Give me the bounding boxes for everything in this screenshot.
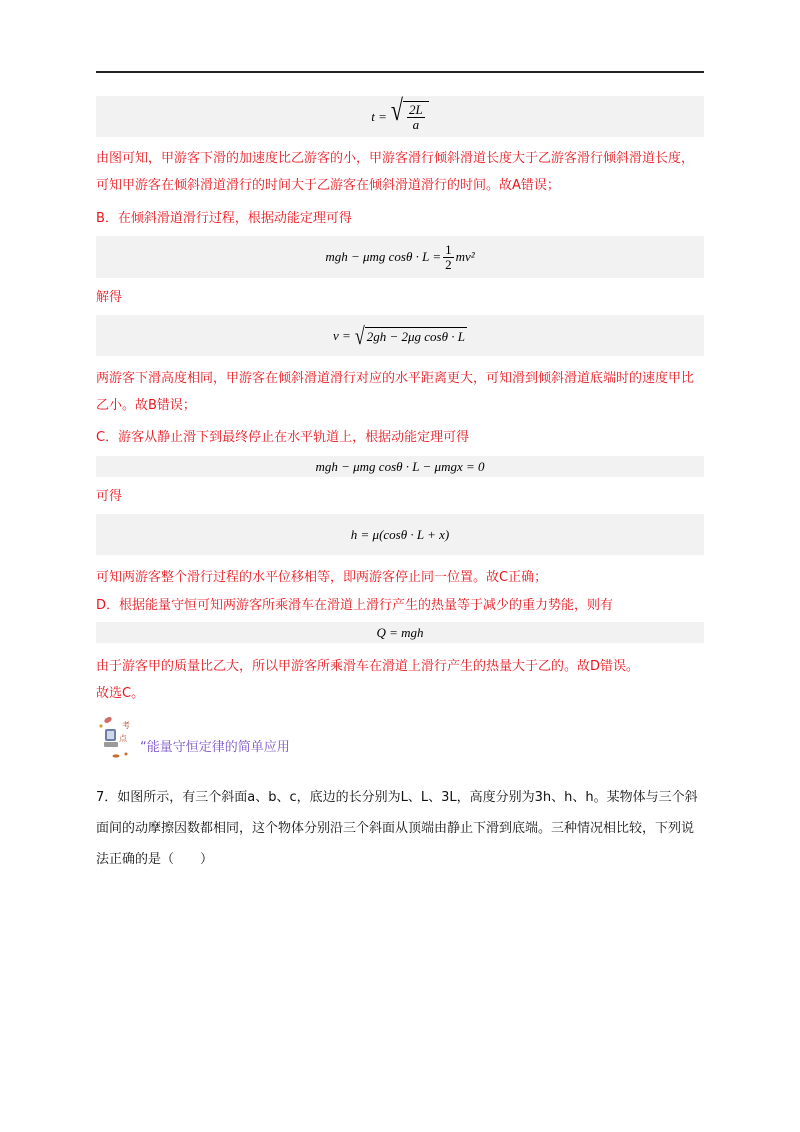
formula-height: h = μ(cosθ · L + x) [96, 514, 704, 555]
result-label: 可得 [96, 489, 123, 504]
sqrt-sign: √ 2gh − 2μg cosθ · L [354, 322, 465, 349]
header-rule [96, 71, 704, 73]
solve-label: 解得 [96, 290, 123, 305]
fraction-denominator: 2 [445, 256, 452, 272]
formula-work-energy-c: mgh − μmg cosθ · L − μmgx = 0 [96, 456, 704, 477]
option-b-heading: B．在倾斜滑道滑行过程，根据动能定理可得 [96, 211, 352, 226]
analysis-paragraph-c: 可知两游客整个滑行过程的水平位移相等，即两游客停止同一位置。故C正确； [96, 570, 548, 585]
option-d-heading: D．根据能量守恒可知两游客所乘滑车在滑道上滑行产生的热量等于减少的重力势能，则有 [96, 598, 614, 613]
formula-lhs: v = [333, 327, 351, 343]
analysis-paragraph-b: 两游客下滑高度相同，甲游客在倾斜滑道滑行对应的水平距离更大，可知滑到倾斜滑道底端时的速度甲比乙小。故B错误； [96, 371, 695, 413]
formula-heat: Q = mgh [96, 622, 704, 643]
final-answer: 故选C。 [96, 686, 145, 701]
fraction-numerator: 2L [408, 102, 423, 117]
formula-lhs: mgh − μmg cosθ · L = [325, 249, 442, 264]
formula-time [96, 92, 704, 137]
analysis-paragraph-d: 由于游客甲的质量比乙大，所以甲游客所乘滑车在滑道上滑行产生的热量大于乙的。故D错误。 [96, 659, 640, 674]
formula-rhs: mv² [455, 249, 475, 264]
kaodian-char-1: 考 [122, 721, 130, 730]
sqrt-sign: √ $\frac{2L}{a}$ [391, 101, 429, 132]
kaodian-text: 能量守恒定律的简单应用 [146, 740, 290, 755]
analysis-paragraph-a: 由图可知，甲游客下滑的加速度比乙游客的小，甲游客滑行倾斜滑道长度大于乙游客滑行倾斜滑道长度，可知甲游客在倾斜滑道滑行的时间大于乙游客在倾斜滑道滑行的时间。故A错误； [96, 151, 695, 193]
fraction-numerator: 1 [445, 241, 452, 257]
option-c-heading: C．游客从静止滑下到最终停止在水平轨道上，根据动能定理可得 [96, 430, 470, 445]
fraction-denominator: a [412, 117, 420, 132]
kaodian-label: “能量守恒定律的简单应用 [140, 740, 290, 755]
formula-velocity [96, 315, 704, 356]
kaodian-char-2: 点 [119, 734, 127, 743]
question-7: 7．如图所示，有三个斜面a、b、c，底边的长分别为L、L、3L，高度分别为3h、h、h。某物体与三个斜面间的动摩擦因数都相同，这个物体分别沿三个斜面从顶端由静止下滑到底端。三种情况相比较，下列说法正确的是（ ） [96, 790, 698, 867]
kaodian-icon [96, 712, 136, 760]
formula-work-energy-b [96, 236, 704, 278]
radicand: 2gh − 2μg cosθ · L [366, 328, 465, 344]
formula-lhs: t = [371, 108, 387, 124]
